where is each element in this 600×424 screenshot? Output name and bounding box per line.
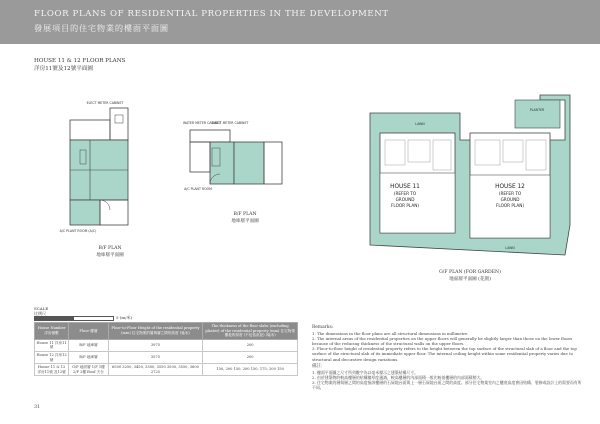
ac-plant-label-left: A/C PLANT ROOM (A/C): [59, 229, 97, 233]
remark-en-1: 1. The dimensions in the floor plans are all structural dimensions in millimetre.: [312, 331, 469, 337]
section-title-en: HOUSE 11 & 12 FLOOR PLANS: [34, 58, 126, 64]
bf-plan-left-caption: B/F PLAN 地庫層平面圖: [96, 246, 124, 258]
elect-meter-label-left: ELECT METER CABINET: [86, 101, 124, 105]
col-height: Floor-to-Floor Height of the residential property (mm) 住宅物業的層與層之間的高度 (毫米): [108, 323, 203, 340]
table-header-row: [35, 323, 298, 340]
scale-label-zh: 比例尺: [34, 311, 46, 316]
scale-graphic: [34, 316, 114, 321]
house12-label-3: GROUND: [500, 197, 520, 202]
col-slab: The thickness of the floor slabs (excluding plaster) of the residential property (mm) 住宅物業樓板的厚度 (不包括灰泥) (毫米): [203, 323, 298, 340]
remarks-title: Remarks:: [312, 325, 334, 330]
elect-meter-label-right: ELECT METER CABINET: [211, 121, 249, 125]
scale-bar: [34, 306, 133, 320]
lawn-label-2: LAWN: [505, 246, 515, 250]
water-meter-label: WATER METER CABINET: [183, 121, 221, 125]
gf-garden-plan-drawing: [360, 95, 575, 265]
house12-label-2: (REFER TO: [498, 191, 522, 196]
page-title-zh: 發展項目的住宅物業的樓面平面圖: [34, 23, 169, 33]
floor-height-table: [34, 322, 298, 376]
remark-zh-1: 1. 樓面平面圖之尺寸所列數字為以毫米標示之建築結構尺寸。: [312, 369, 419, 375]
house11-label-3: GROUND: [395, 197, 415, 202]
scale-end: 5 (m/米): [116, 315, 133, 320]
remarks-section: [312, 325, 582, 390]
house11-label-4: FLOOR PLAN): [390, 203, 420, 208]
planter-label: PLANTER: [529, 108, 545, 112]
table-row: House 11 洋房11號 B/F 地庫層 3975 200: [35, 339, 298, 351]
header-band: [0, 0, 600, 44]
scale-label-en: SCALE: [34, 306, 49, 311]
remark-zh-3: 3. 住宅物業的層與層之間的高度指該樓層的石屎地台面與上一層石屎地台面之間的高度。部分住宅物業室內之樓底高度會因結構、裝修或設計上的需要而有所不同。: [312, 379, 582, 391]
bf-plan-right-drawing: [170, 90, 300, 200]
table-row: House 11 & 12 洋房11號 及12號 G/F 地面層 1/F 1樓 2/F 2樓 Roof 天台 6500 3250, 3450, 3500, 3550 3500, 3550, 3600 2725 150, 200 150, 200 150, 175, 200 150: [35, 364, 298, 376]
remark-zh-2: 2. 由於建築物的較高樓層的結構牆厚度遞減，較高樓層的內部面積一般比較低樓層的內部面積稍大。: [312, 374, 485, 380]
section-title: [34, 57, 125, 73]
ac-plant-label-right: A/C PLANT ROOM: [184, 187, 212, 191]
section-title-zh: 洋房11號及12號平面圖: [34, 66, 93, 72]
lawn-label-1: LAWN: [415, 122, 425, 126]
remark-en-3: 3. Floor-to-floor height of residential property refers to the height between the top surface of the structural slab of a floor and the top surface of the structural slab of its immediate upper floor. The internal ceiling height within some residential property varies due to structural and decorative design variations.: [312, 346, 577, 362]
house11-label-2: (REFER TO: [393, 191, 417, 196]
col-floor: Floor 樓層: [69, 323, 108, 340]
page-number: 31: [34, 405, 41, 410]
remarks-title-zh: 備註：: [312, 363, 326, 369]
house12-label-1: HOUSE 12: [495, 184, 525, 190]
page-title-en: FLOOR PLANS OF RESIDENTIAL PROPERTIES IN THE DEVELOPMENT: [34, 9, 389, 19]
bf-plan-right-caption: B/F PLAN 地庫層平面圖: [231, 212, 259, 224]
house11-label-1: HOUSE 11: [390, 184, 420, 190]
table-row: House 12 洋房12號 B/F 地庫層 3575 200: [35, 351, 298, 363]
bf-plan-left-drawing: [60, 90, 140, 240]
remark-en-2: 2. The internal areas of the residential properties on the upper floors will generally be slightly larger than those on the lower floors because of the reducing thickness of the structural walls on the upper floors.: [312, 336, 573, 347]
house12-label-4: FLOOR PLAN): [495, 203, 525, 208]
col-house: House Number 洋房號數: [35, 323, 69, 340]
gf-plan-caption: G/F PLAN (FOR GARDEN) 地面層平面圖 (花園): [439, 270, 501, 282]
